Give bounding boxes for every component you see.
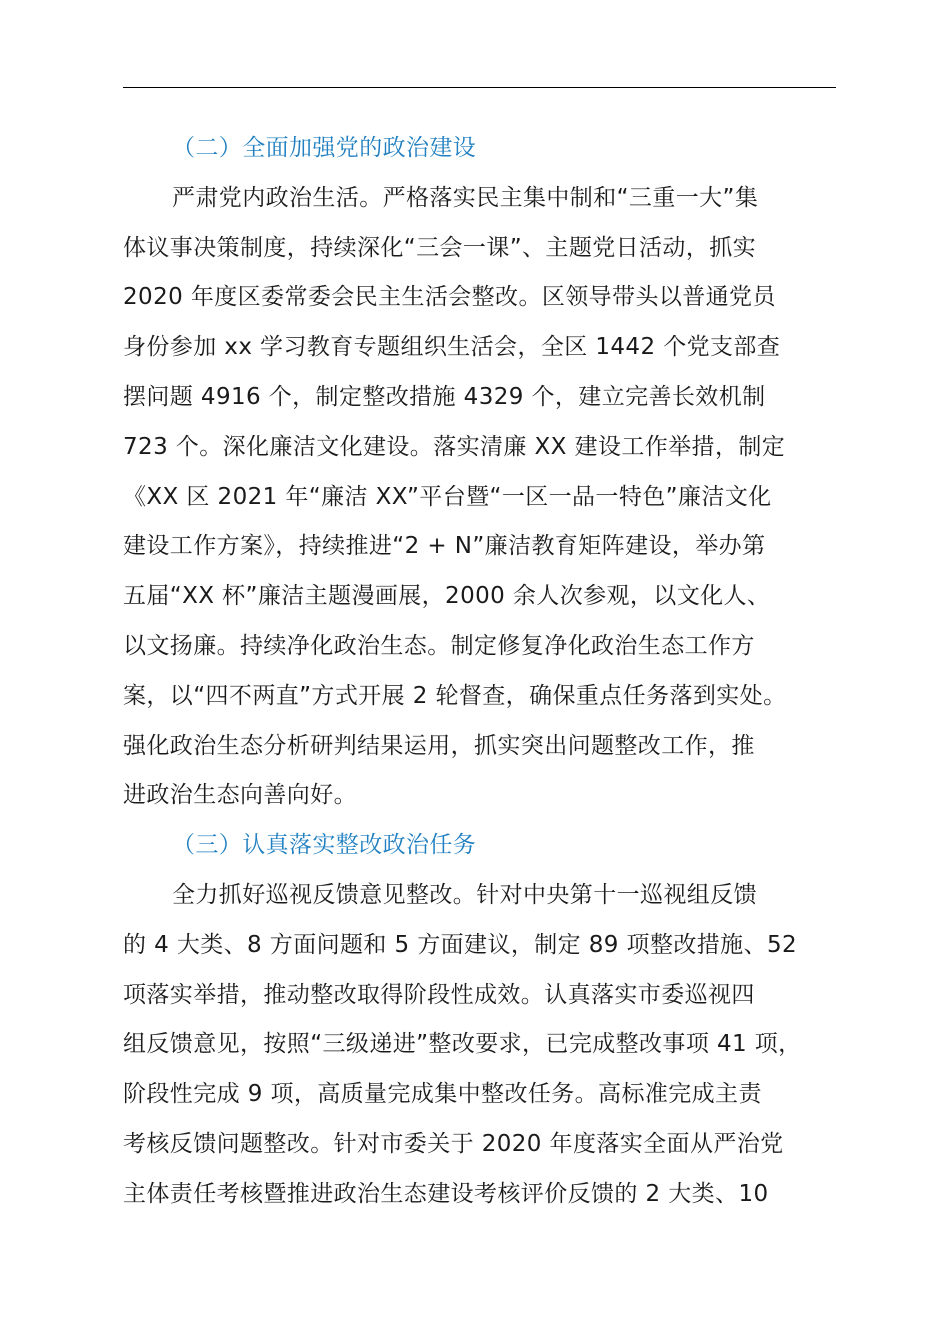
paragraph-line: 身份参加 xx 学习教育专题组织生活会，全区 1442 个党支部查 [123, 334, 781, 361]
section-heading-2: （二）全面加强党的政治建设 [172, 135, 477, 161]
paragraph-line: 体议事决策制度，持续深化“三会一课”、主题党日活动，抓实 [123, 234, 757, 261]
paragraph-line: 考核反馈问题整改。针对市委关于 2020 年度落实全面从严治党 [123, 1130, 784, 1157]
paragraph-line: 723 个。深化廉洁文化建设。落实清廉 XX 建设工作举措，制定 [123, 433, 786, 460]
paragraph-line: 强化政治生态分析研判结果运用，抓实突出问题整改工作，推 [123, 732, 755, 759]
paragraph-line: 摆问题 4916 个，制定整改措施 4329 个，建立完善长效机制 [123, 383, 766, 410]
section-heading-3: （三）认真落实整改政治任务 [172, 832, 477, 859]
paragraph-political-construction [123, 174, 839, 821]
paragraph-line: 项落实举措，推动整改取得阶段性成效。认真落实市委巡视四 [123, 981, 755, 1008]
paragraph-line: 以文扬廉。持续净化政治生态。制定修复净化政治生态工作方 [123, 632, 755, 659]
paragraph-line: 进政治生态向善向好。 [123, 782, 357, 809]
paragraph-line: 五届“XX 杯”廉洁主题漫画展，2000 余人次参观，以文化人、 [123, 583, 771, 610]
paragraph-line: 组反馈意见，按照“三级递进”整改要求，已完成整改事项 41 项， [123, 1031, 802, 1058]
document-body [123, 124, 839, 1220]
paragraph-line: 案，以“四不两直”方式开展 2 轮督查，确保重点任务落到实处。 [123, 682, 787, 709]
paragraph-line: 主体责任考核暨推进政治生态建设考核评价反馈的 2 大类、10 [123, 1180, 769, 1207]
paragraph-line: 严肃党内政治生活。严格落实民主集中制和“三重一大”集 [172, 184, 759, 211]
paragraph-line: 阶段性完成 9 项，高质量完成集中整改任务。高标准完成主责 [123, 1081, 762, 1108]
paragraph-rectification-tasks [123, 871, 839, 1220]
paragraph-line: 建设工作方案》，持续推进“2 + N”廉洁教育矩阵建设，举办第 [123, 533, 766, 560]
paragraph-line: 的 4 大类、8 方面问题和 5 方面建议，制定 89 项整改措施、52 [123, 931, 798, 958]
paragraph-line: 《XX 区 2021 年“廉洁 XX”平台暨“一区一品一特色”廉洁文化 [123, 483, 772, 510]
paragraph-line: 2020 年度区委常委会民主生活会整改。区领导带头以普通党员 [123, 284, 776, 311]
paragraph-line: 全力抓好巡视反馈意见整改。针对中央第十一巡视组反馈 [172, 881, 757, 908]
header-rule [123, 87, 836, 88]
